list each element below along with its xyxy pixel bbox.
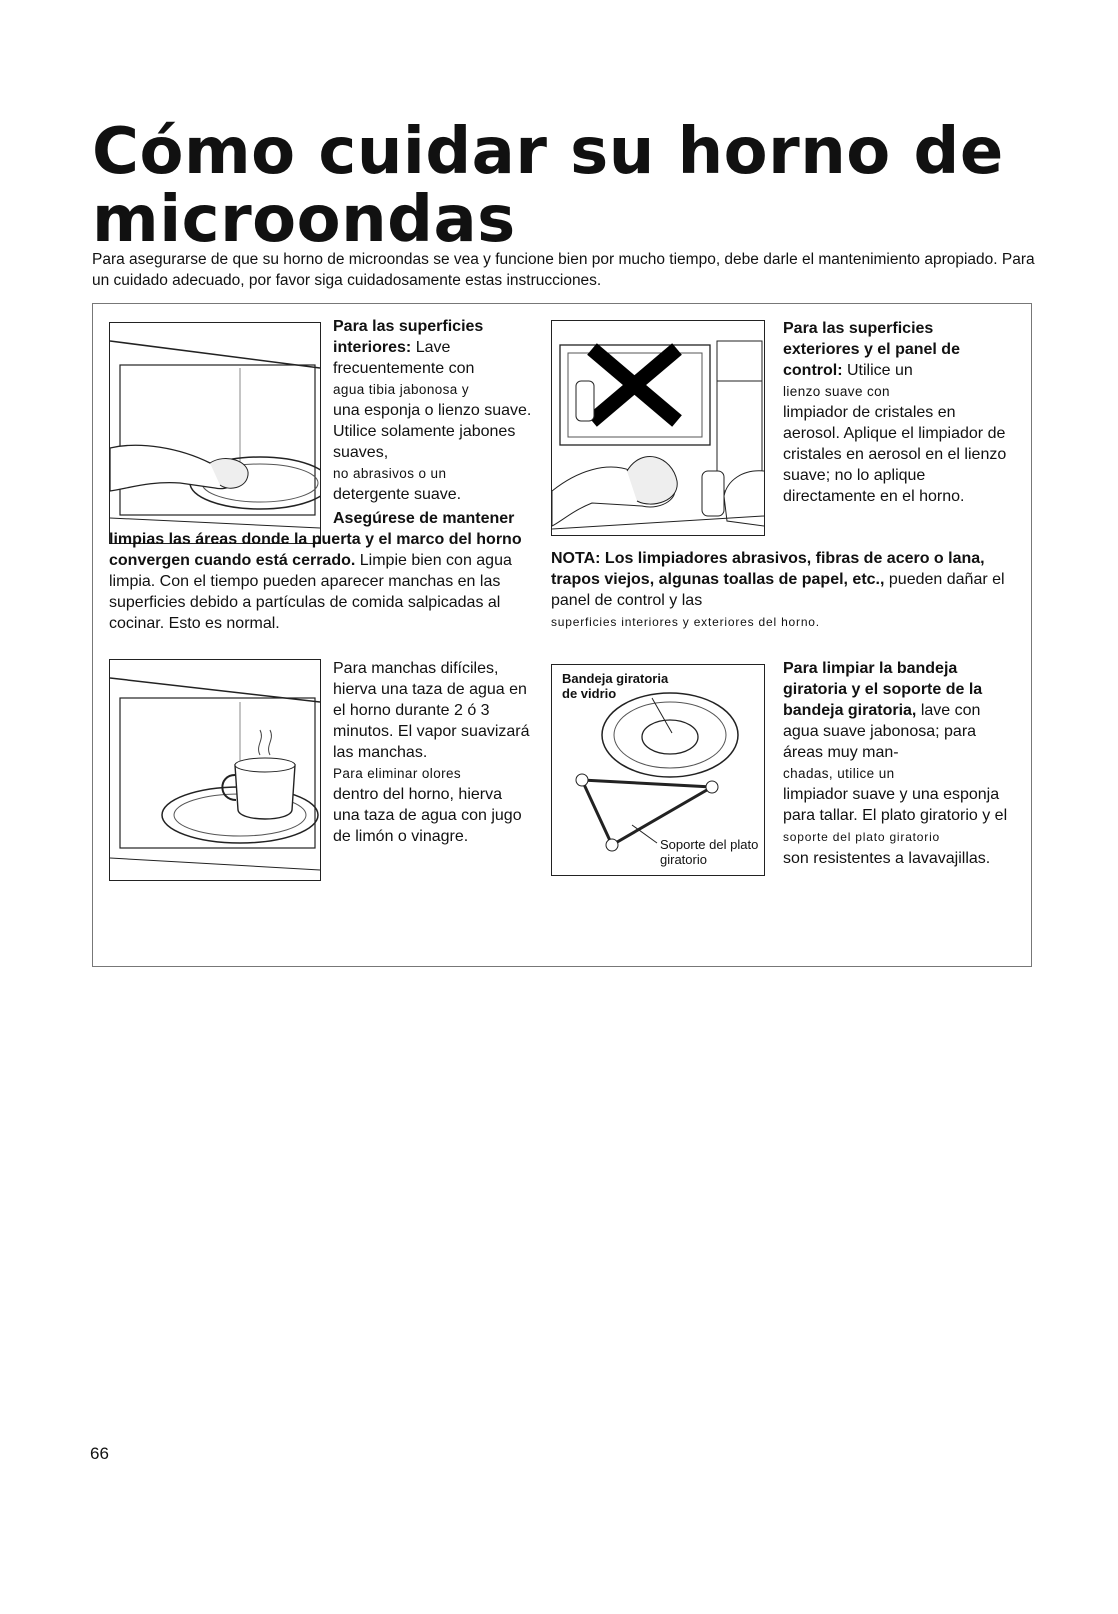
interior-text-4: no abrasivos o un — [333, 466, 447, 481]
label-glass-tray: Bandeja giratoria de vidrio — [562, 671, 669, 701]
exterior-heading: Para las superficies exteriores y el panel de control: — [783, 320, 960, 379]
exterior-text-1: Utilice un — [847, 362, 913, 379]
interior-text-6: Limpie bien con agua limpia. Con el tiempo pueden aparecer manchas en las superficies debido a partículas de comida salpicadas al cocinar. Esto es normal. — [109, 552, 512, 632]
interior-text-3: una esponja o lienzo suave. Utilice solamente jabones suaves, — [333, 402, 532, 461]
turntable-text-3: limpiador suave y una esponja para tallar. El plato giratorio y el — [783, 786, 1008, 824]
exterior-text-3: limpiador de cristales en aerosol. Aplique el limpiador de cristales en aerosol en el lienzo suave; no lo aplique directamente en el horno. — [783, 404, 1007, 505]
stains-text-3: dentro del horno, hierva una taza de agua con jugo de limón o vinagre. — [333, 786, 522, 845]
turntable-text-4: soporte del plato giratorio — [783, 830, 941, 844]
label-turntable-support: Soporte del plato giratorio — [660, 837, 759, 867]
instructions-panel — [92, 303, 1032, 967]
turntable-illustration — [551, 664, 765, 876]
turntable-text-5: son resistentes a lavavajillas. — [783, 850, 991, 867]
interior-text-2: agua tibia jabonosa y — [333, 382, 469, 397]
stains-text-1: Para manchas difíciles, hierva una taza de agua en el horno durante 2 ó 3 minutos. El vapor suavizará las manchas. — [333, 660, 530, 761]
interior-text-1: Lave frecuentemente con — [333, 339, 475, 377]
turntable-text-2: chadas, utilice un — [783, 766, 895, 781]
interior-heading: Para las superficies interiores: — [333, 318, 484, 356]
nota-text: pueden dañar el panel de control y las — [551, 571, 1005, 609]
exterior-text-2: lienzo suave con — [783, 384, 890, 399]
page-title: Cómo cuidar su horno de microondas — [92, 115, 1004, 257]
exterior-text-block — [783, 318, 1013, 507]
cup-steam-illustration — [109, 659, 321, 881]
nota-small: superficies interiores y exteriores del horno. — [551, 615, 820, 629]
page-number: 66 — [90, 1444, 109, 1463]
turntable-text-1: lave con agua suave jabonosa; para áreas muy man- — [783, 702, 981, 761]
exterior-cleaning-drawing — [552, 321, 764, 535]
stains-text-2: Para eliminar olores — [333, 766, 462, 781]
intro-paragraph: Para asegurarse de que su horno de microondas se vea y funcione bien por mucho tiempo, debe darle el mantenimiento apropiado. Para un cuidado adecuado, por favor siga cuidadosamente estas instrucciones. — [92, 251, 1035, 289]
interior-bold-note: Asegúrese de mantener limpias las áreas donde la puerta y el marco del horno convergen cuando está cerrado. — [109, 510, 522, 569]
interior-text-5: detergente suave. — [333, 486, 462, 503]
interior-continued — [109, 508, 533, 634]
interior-text-block — [333, 316, 533, 505]
exterior-cleaning-illustration — [551, 320, 765, 536]
stains-text-block — [333, 658, 533, 847]
turntable-heading: Para limpiar la bandeja giratoria y el soporte de la bandeja giratoria, — [783, 660, 983, 719]
cup-steam-drawing — [110, 660, 320, 880]
nota-bold: NOTA: Los limpiadores abrasivos, fibras de acero o lana, trapos viejos, algunas toallas de papel, etc., — [551, 550, 985, 588]
nota-block — [551, 548, 1021, 633]
turntable-text-block — [783, 658, 1013, 869]
